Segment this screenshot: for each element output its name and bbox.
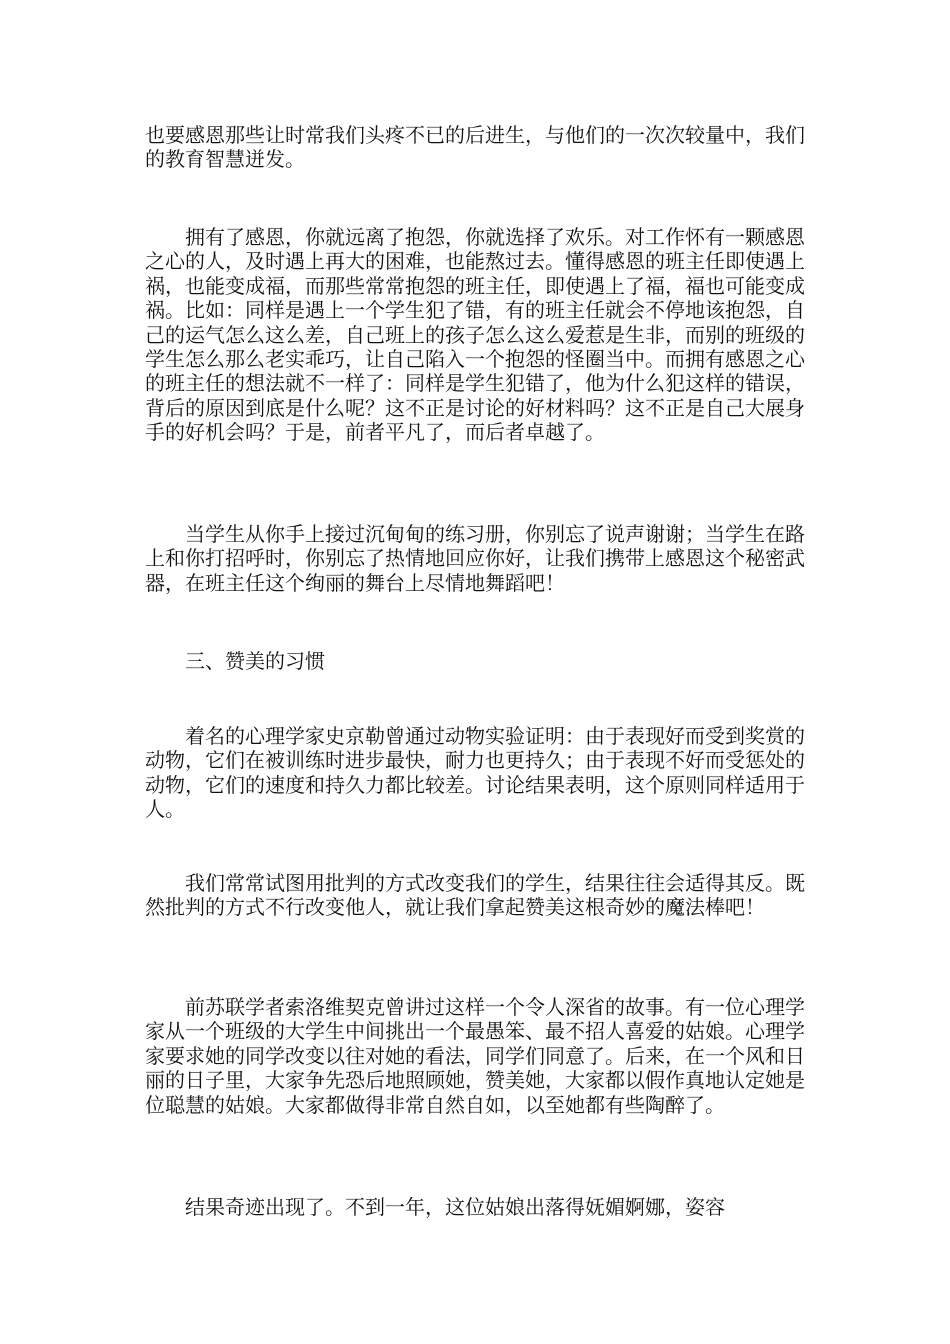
paragraph-soviet-story: 前苏联学者索洛维契克曾讲过这样一个令人深省的故事。有一位心理学家从一个班级的大学生中间挑出一个最愚笨、最不招人喜爱的姑娘。心理学家要求她的同学改变以往对她的看法，同学们同意了。后来，在一个风和日丽的日子里，大家争先恐后地照顾她，赞美她，大家都以假作真地认定她是位聪慧的姑娘。大家都做得非常自然自如，以至她都有些陶醉了。 (145, 995, 805, 1117)
paragraph-gratitude-laggards: 也要感恩那些让时常我们头疼不已的后进生，与他们的一次次较量中，我们的教育智慧迸发。 (145, 123, 805, 172)
paragraph-skinner-experiment: 着名的心理学家史京勒曾通过动物实验证明：由于表现好而受到奖赏的动物，它们在被训练时进步最快，耐力也更持久；由于表现不好而受惩处的动物，它们的速度和持久力都比较差。讨论结果表明，这个原则同样适用于人。 (145, 724, 805, 822)
paragraph-miracle-result: 结果奇迹出现了。不到一年，这位姑娘出落得妩媚婀娜，姿容 (185, 1195, 725, 1219)
section-heading-praise-habit: 三、赞美的习惯 (185, 649, 325, 673)
paragraph-gratitude-benefits: 拥有了感恩，你就远离了抱怨，你就选择了欢乐。对工作怀有一颗感恩之心的人，及时遇上再大的困难，也能熬过去。懂得感恩的班主任即使遇上祸，也能变成福，而那些常常抱怨的班主任，即使遇上了福，福也可能变成祸。比如：同样是遇上一个学生犯了错，有的班主任就会不停地该抱怨，自己的运气怎么这么差，自己班上的孩子怎么这么爱惹是生非，而别的班级的学生怎么那么老实乖巧，让自己陷入一个抱怨的怪圈当中。而拥有感恩之心的班主任的想法就不一样了：同样是学生犯错了，他为什么犯这样的错误，背后的原因到底是什么呢？这不正是讨论的好材料吗？这不正是自己大展身手的好机会吗？于是，前者平凡了，而后者卓越了。 (145, 225, 805, 445)
paragraph-criticism-vs-praise: 我们常常试图用批判的方式改变我们的学生，结果往往会适得其反。既然批判的方式不行改变他人，就让我们拿起赞美这根奇妙的魔法棒吧！ (145, 871, 805, 920)
paragraph-thank-students: 当学生从你手上接过沉甸甸的练习册，你别忘了说声谢谢；当学生在路上和你打招呼时，你别忘了热情地回应你好，让我们携带上感恩这个秘密武器，在班主任这个绚丽的舞台上尽情地舞蹈吧！ (145, 522, 805, 595)
